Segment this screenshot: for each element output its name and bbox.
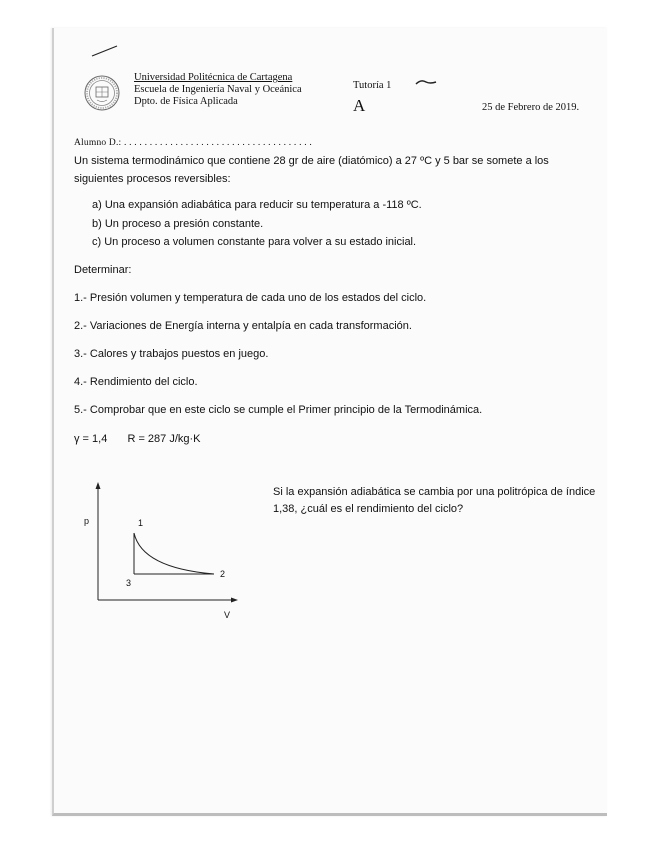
pv-cycle-diagram [74,478,244,628]
process-c: c) Un proceso a volumen constante para volver a su estado inicial. [92,236,417,248]
determine-label: Determinar: [74,264,132,276]
department-name: Dpto. de Física Aplicada [134,96,238,107]
state-1-label: 1 [138,518,144,528]
school-name: Escuela de Ingeniería Naval y Oceánica [134,84,302,95]
process-b: b) Un proceso a presión constante. [92,218,264,230]
exam-page [52,28,607,816]
tutoria-label: Tutoría 1 [353,80,392,91]
pen-mark [90,44,120,58]
question-3: 3.- Calores y trabajos puestos en juego. [74,348,269,360]
ink-scribble [415,78,437,86]
adiabatic-process-curve [134,533,214,574]
v-axis-label: V [224,610,231,620]
polytropic-question: Si la expansión adiabática se cambia por una politrópica de índice 1,38, ¿cuál es el rendimiento del ciclo? [273,486,596,515]
question-1: 1.- Presión volumen y temperatura de cada uno de los estados del ciclo. [74,292,427,304]
problem-statement: Un sistema termodinámico que contiene 28 gr de aire (diatómico) a 27 ºC y 5 bar se somete a los siguientes procesos reversibles: [74,155,549,185]
p-axis-arrow [96,482,101,489]
state-3-label: 3 [126,578,132,588]
student-name-line: Alumno D.: . . . . . . . . . . . . . . . . . . . . . . . . . . . . . . . . . . . . . [74,138,312,148]
question-2: 2.- Variaciones de Energía interna y entalpía en cada transformación. [74,320,412,332]
p-axis-label: p [84,516,90,526]
question-4: 4.- Rendimiento del ciclo. [74,376,198,388]
university-name: Universidad Politécnica de Cartagena [134,72,293,83]
gas-constant-value: R = 287 J/kg·K [127,433,201,445]
exam-model: A [353,96,366,115]
state-2-label: 2 [220,569,226,579]
process-a: a) Una expansión adiabática para reducir su temperatura a -118 ºC. [92,199,422,211]
question-5: 5.- Comprobar que en este ciclo se cumple el Primer principio de la Termodinámica. [74,404,483,416]
v-axis-arrow [231,598,238,603]
university-seal-icon [84,75,120,111]
exam-date: 25 de Febrero de 2019. [482,102,580,113]
gamma-value: γ = 1,4 [74,433,108,445]
constants-line [74,433,201,445]
